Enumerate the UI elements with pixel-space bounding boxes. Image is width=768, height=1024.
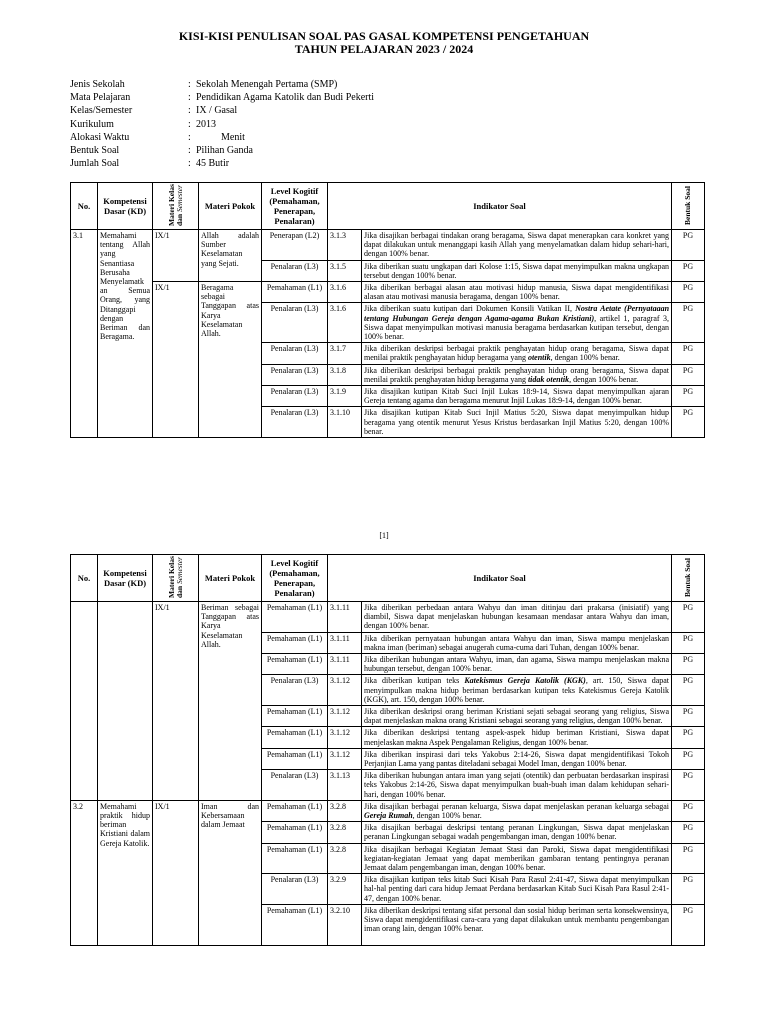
level-cell: Penalaran (L3) <box>262 343 328 364</box>
materi-kelas: IX/1 <box>153 602 199 801</box>
indikator-text-part: Jika diberikan suatu kutipan dari Dokumen Konsili Vatikan II, <box>364 304 576 314</box>
info-value: Menit <box>196 131 245 143</box>
indikator-text-emphasis: Nostra Aetate (Pernyataaan tentang Hubungan Gereja dengan Agama-agama Bukan Kristiani) <box>364 304 670 323</box>
table-row <box>71 800 705 821</box>
kisi-table-page2 <box>70 554 705 946</box>
indikator-text: Jika diberikan deskripsi tentang sifat personal dan sosial hidup beriman serta konsekwensinya, Siswa dapat mengidentifikasi cara-cara yang dapat dilakukan untuk membantu pengembangan iman orang lain, dengan 100% benar. <box>362 904 672 945</box>
indikator-code: 3.1.8 <box>328 364 362 385</box>
info-value: 45 Butir <box>196 158 230 170</box>
indikator-code: 3.2.8 <box>328 800 362 821</box>
info-label: Kelas/Semester <box>70 105 133 117</box>
table-header-row <box>71 183 705 230</box>
bentuk-soal: PG <box>672 822 705 843</box>
header-bentuk-text: Bentuk Soal <box>683 557 693 597</box>
table-row <box>71 602 705 633</box>
indikator-text-emphasis: tidak otentik <box>527 374 570 384</box>
level-cell: Pemahaman (L1) <box>262 632 328 653</box>
indikator-code: 3.1.12 <box>328 675 362 706</box>
materi-pokok: Iman dan Kebersamaan dalam Jemaat <box>199 800 262 945</box>
kd-text: Memahami praktik hidup beriman Kristiani dalam Gereja Katolik. <box>98 800 153 945</box>
indikator-text: Jika diberikan hubungan antara Wahyu, iman, dan agama, Siswa mampu menjelaskan makna hubungan tersebut, dengan 100% benar. <box>362 654 672 675</box>
info-value: 2013 <box>196 118 216 130</box>
info-row <box>70 144 374 157</box>
bentuk-soal: PG <box>672 303 705 343</box>
indikator-text-part: , artikel 1, paragraf 3, Siswa dapat menyimpulkan motivasi manusia beragama berdasarkan kutipan tersebut, dengan 100% benar. <box>364 313 670 342</box>
indikator-text: Jika diberikan pernyataan hubungan antara Wahyu dan iman, Siswa mampu menjelaskan makna iman (beriman) sebagai anugerah cuma-cuma dari Tuhan, dengan 100% benar. <box>362 632 672 653</box>
indikator-code: 3.1.10 <box>328 407 362 438</box>
header-no: No. <box>71 183 98 230</box>
materi-pokok: Beragama sebagai Tanggapan atas Karya Keselamatan Allah. <box>199 282 262 438</box>
info-colon: : <box>188 92 191 104</box>
header-semester-text: Semester <box>174 556 184 584</box>
indikator-code: 3.2.8 <box>328 843 362 874</box>
indikator-text <box>362 675 672 706</box>
document-title-line2: TAHUN PELAJARAN 2023 / 2024 <box>294 42 474 56</box>
indikator-text-emphasis: Gereja Rumah <box>364 811 413 821</box>
bentuk-soal: PG <box>672 874 705 905</box>
indikator-text <box>362 364 672 385</box>
materi-kelas: IX/1 <box>153 282 199 438</box>
indikator-code: 3.1.3 <box>328 230 362 261</box>
level-cell: Pemahaman (L1) <box>262 843 328 874</box>
indikator-code: 3.1.11 <box>328 654 362 675</box>
indikator-text: Jika disajikan kutipan Kitab Suci Injil Lukas 18:9-14, Siswa dapat menyimpulkan ajaran Gereja tentang agama dan beragama menurut Injil Lukas 18:9-14, dengan 100% benar. <box>362 386 672 407</box>
header-bentuk <box>672 555 705 602</box>
level-cell: Pemahaman (L1) <box>262 727 328 748</box>
bentuk-soal: PG <box>672 343 705 364</box>
indikator-text: Jika disajikan kutipan teks kitab Suci Kisah Para Rasul 2:41-47, Siswa dapat menyimpulkan hal-hal penting dari cara hidup Jemaat Perdana berdasarkan Kitab Suci Kisah Para Rasul 2:41-47, dengan 100% benar. <box>362 874 672 905</box>
materi-kelas: IX/1 <box>153 230 199 282</box>
indikator-text <box>362 303 672 343</box>
indikator-text: Jika diberikan berbagai alasan atau motivasi hidup manusia, Siswa dapat mengidentifikasi alasan atau motivasi manusia beragama, dengan 100% benar. <box>362 282 672 303</box>
indikator-text <box>362 800 672 821</box>
indikator-code: 3.1.12 <box>328 748 362 769</box>
bentuk-soal: PG <box>672 632 705 653</box>
materi-kelas: IX/1 <box>153 800 199 945</box>
materi-pokok: Allah adalah Sumber Keselamatan yang Sejati. <box>199 230 262 282</box>
info-row <box>70 157 374 170</box>
info-row <box>70 78 374 91</box>
header-materi-kelas <box>153 555 199 602</box>
info-label: Mata Pelajaran <box>70 92 131 104</box>
info-label: Jumlah Soal <box>70 158 120 170</box>
indikator-text: Jika diberikan deskripsi orang beriman Kristiani sejati sebagai seorang yang religius, Siswa dapat menjelaskan makna orang Kristiani sebagai seorang yang religius, dengan 100% benar. <box>362 706 672 727</box>
indikator-text-part: , art. 150, Siswa dapat menyimpulkan makna hidup beriman berdasarkan kutipan teks Katekismus Gereja Katolik (KGK), art. 150, dengan 100% benar. <box>364 676 670 704</box>
level-cell: Penerapan (L2) <box>262 230 328 261</box>
info-label: Jenis Sekolah <box>70 79 125 90</box>
info-value: IX / Gasal <box>196 105 238 117</box>
indikator-text-part: , dengan 100% benar. <box>550 353 620 363</box>
level-cell: Penalaran (L3) <box>262 303 328 343</box>
bentuk-soal: PG <box>672 602 705 633</box>
indikator-text-part: Jika diberikan kutipan teks <box>364 676 465 686</box>
header-no: No. <box>71 555 98 602</box>
table-header-row <box>71 555 705 602</box>
header-level: Level Kogitif (Pemahaman, Penerapan, Penalaran) <box>262 183 328 230</box>
bentuk-soal: PG <box>672 904 705 945</box>
indikator-code: 3.1.11 <box>328 602 362 633</box>
indikator-text-part: Jika diberikan deskripsi berbagai praktik penghayatan hidup orang beragama, Siswa dapat menilai praktik penghayatan hidup beragama yang <box>364 365 670 384</box>
bentuk-soal: PG <box>672 364 705 385</box>
bentuk-soal: PG <box>672 230 705 261</box>
indikator-text: Jika disajikan berbagai deskripsi tentang peranan Lingkungan, Siswa dapat menjelaskan peranan Lingkungan sebagai wadah pengembangan iman, dengan 100% benar. <box>362 822 672 843</box>
page-number: [1] <box>379 531 389 540</box>
info-row <box>70 118 374 131</box>
info-value: Sekolah Menengah Pertama (SMP) <box>196 79 338 90</box>
indikator-text: Jika disajikan berbagai Kegiatan Jemaat Stasi dan Paroki, Siswa dapat mengidentifikasi kegiatan-kegiatan Jemaat yang dapat memberikan gambaran tentang pentingnya peranan Jemaat dalam pengembangan iman, dengan 100% benar. <box>362 843 672 874</box>
document-title-line1: KISI-KISI PENULISAN SOAL PAS GASAL KOMPETENSI PENGETAHUAN <box>178 29 590 43</box>
header-level: Level Kogitif (Pemahaman, Penerapan, Penalaran) <box>262 555 328 602</box>
indikator-code: 3.1.9 <box>328 386 362 407</box>
indikator-code: 3.1.13 <box>328 770 362 801</box>
info-row <box>70 91 374 104</box>
kd-number: 3.1 <box>71 230 98 438</box>
level-cell: Pemahaman (L1) <box>262 748 328 769</box>
info-label: Bentuk Soal <box>70 145 120 157</box>
info-colon: : <box>188 79 191 90</box>
indikator-text-emphasis: otentik <box>527 353 551 363</box>
indikator-text: Jika disajikan berbagai tindakan orang beragama, Siswa dapat menerapkan cara konkret yang dapat dilakukan untuk menanggapi kasih Allah yang menyelamatkan dalam hidup sehari-hari, dengan 100% benar. <box>362 230 672 261</box>
level-cell: Pemahaman (L1) <box>262 800 328 821</box>
header-kd: Kompetensi Dasar (KD) <box>98 555 153 602</box>
indikator-code: 3.1.12 <box>328 706 362 727</box>
header-kd: Kompetensi Dasar (KD) <box>98 183 153 230</box>
table-row <box>71 230 705 261</box>
kisi-table-page1 <box>70 182 705 438</box>
bentuk-soal: PG <box>672 800 705 821</box>
indikator-text: Jika diberikan perbedaan antara Wahyu dan iman ditinjau dari prakarsa (inisiatif) yang diambil, Siswa dapat menjelaskan hubungan kesamaan mendasar antara Wahyu dan iman, dengan 100% benar. <box>362 602 672 633</box>
info-colon: : <box>188 105 191 117</box>
header-materi-kelas-text: Materi Kelas dan <box>166 556 184 598</box>
bentuk-soal: PG <box>672 407 705 438</box>
level-cell: Penalaran (L3) <box>262 407 328 438</box>
kd-number: 3.2 <box>71 800 98 945</box>
bentuk-soal: PG <box>672 386 705 407</box>
header-indikator: Indikator Soal <box>328 183 672 230</box>
info-row <box>70 104 374 117</box>
level-cell: Pemahaman (L1) <box>262 822 328 843</box>
level-cell: Pemahaman (L1) <box>262 706 328 727</box>
indikator-text-part: , dengan 100% benar. <box>412 811 482 821</box>
level-cell: Penalaran (L3) <box>262 874 328 905</box>
level-cell: Penalaran (L3) <box>262 675 328 706</box>
info-value: Pilihan Ganda <box>196 145 253 157</box>
indikator-text: Jika disajikan kutipan Kitab Suci Injil Matius 5:20, Siswa dapat menyimpulkan hidup beragama yang otentik menurut Yesus Kristus berdasarkan Injil Matius 5:20, dengan 100% benar. <box>362 407 672 438</box>
indikator-text-part: Jika diberikan deskripsi berbagai praktik penghayatan hidup orang beragama, Siswa dapat menilai praktik penghayatan hidup beragama yang <box>364 344 670 363</box>
bentuk-soal: PG <box>672 727 705 748</box>
indikator-code: 3.1.6 <box>328 282 362 303</box>
indikator-text: Jika diberikan hubungan antara iman yang sejati (otentik) dan perbuatan berdasarkan inspirasi teks Yakobus 2:14-26, Siswa dapat menyimpulkan buah-buah iman dalam kehidupan sehari-hari, dengan 100% benar. <box>362 770 672 801</box>
indikator-code: 3.2.10 <box>328 904 362 945</box>
info-value: Pendidikan Agama Katolik dan Budi Pekerti <box>196 92 375 104</box>
indikator-code: 3.1.12 <box>328 727 362 748</box>
header-materi-kelas-text: Materi Kelas dan <box>166 184 184 226</box>
indikator-code: 3.1.6 <box>328 303 362 343</box>
level-cell: Pemahaman (L1) <box>262 282 328 303</box>
info-colon: : <box>188 145 191 157</box>
indikator-code: 3.1.7 <box>328 343 362 364</box>
header-bentuk <box>672 183 705 230</box>
indikator-code: 3.1.5 <box>328 260 362 281</box>
info-colon: : <box>188 131 191 143</box>
indikator-code: 3.2.9 <box>328 874 362 905</box>
indikator-text-part: Jika disajikan berbagai peranan keluarga, Siswa dapat menjelaskan peranan keluarga sebagai <box>364 801 670 811</box>
level-cell: Penalaran (L3) <box>262 770 328 801</box>
level-cell: Pemahaman (L1) <box>262 904 328 945</box>
level-cell: Penalaran (L3) <box>262 364 328 385</box>
indikator-text: Jika diberikan suatu ungkapan dari Kolose 1:15, Siswa dapat menyimpulkan makna ungkapan tersebut dengan 100% benar. <box>362 260 672 281</box>
info-label: Alokasi Waktu <box>70 131 130 143</box>
header-materi-pokok: Materi Pokok <box>199 183 262 230</box>
indikator-text: Jika diberikan deskripsi tentang aspek-aspek hidup beriman Kristiani, Siswa dapat menjelaskan makna Aspek Pengalaman Religius, dengan 100% benar. <box>362 727 672 748</box>
indikator-text <box>362 343 672 364</box>
indikator-code: 3.2.8 <box>328 822 362 843</box>
kd-text: Memahami tentang Allah yang Senantiasa Berusaha Menyelamatk an Semua Orang, yang Ditanggapi dengan Beriman dan Beragama. <box>98 230 153 438</box>
bentuk-soal: PG <box>672 843 705 874</box>
info-label: Kurikulum <box>70 118 114 130</box>
indikator-text-emphasis: Katekismus Gereja Katolik (KGK) <box>464 676 586 686</box>
bentuk-soal: PG <box>672 748 705 769</box>
indikator-code: 3.1.11 <box>328 632 362 653</box>
header-materi-kelas <box>153 183 199 230</box>
kd-number <box>71 602 98 801</box>
bentuk-soal: PG <box>672 675 705 706</box>
bentuk-soal: PG <box>672 260 705 281</box>
kd-text <box>98 602 153 801</box>
identity-block <box>70 78 374 170</box>
level-cell: Penalaran (L3) <box>262 260 328 281</box>
header-bentuk-text: Bentuk Soal <box>683 185 693 225</box>
header-materi-pokok: Materi Pokok <box>199 555 262 602</box>
header-indikator: Indikator Soal <box>328 555 672 602</box>
info-colon: : <box>188 118 191 130</box>
indikator-text-part: , dengan 100% benar. <box>569 374 639 384</box>
level-cell: Pemahaman (L1) <box>262 602 328 633</box>
level-cell: Penalaran (L3) <box>262 386 328 407</box>
bentuk-soal: PG <box>672 770 705 801</box>
header-semester-text: Semester <box>174 184 184 212</box>
info-colon: : <box>188 158 191 170</box>
materi-pokok: Beriman sebagai Tanggapan atas Karya Keselamatan Allah. <box>199 602 262 801</box>
indikator-text: Jika diberikan inspirasi dari teks Yakobus 2:14-26, Siswa dapat mengidentifikasi Tokoh Perjanjian Lama yang pantas diteladani sebagai Model Iman, dengan 100% benar. <box>362 748 672 769</box>
bentuk-soal: PG <box>672 706 705 727</box>
bentuk-soal: PG <box>672 282 705 303</box>
table-row <box>71 282 705 303</box>
bentuk-soal: PG <box>672 654 705 675</box>
info-row <box>70 131 374 144</box>
level-cell: Pemahaman (L1) <box>262 654 328 675</box>
